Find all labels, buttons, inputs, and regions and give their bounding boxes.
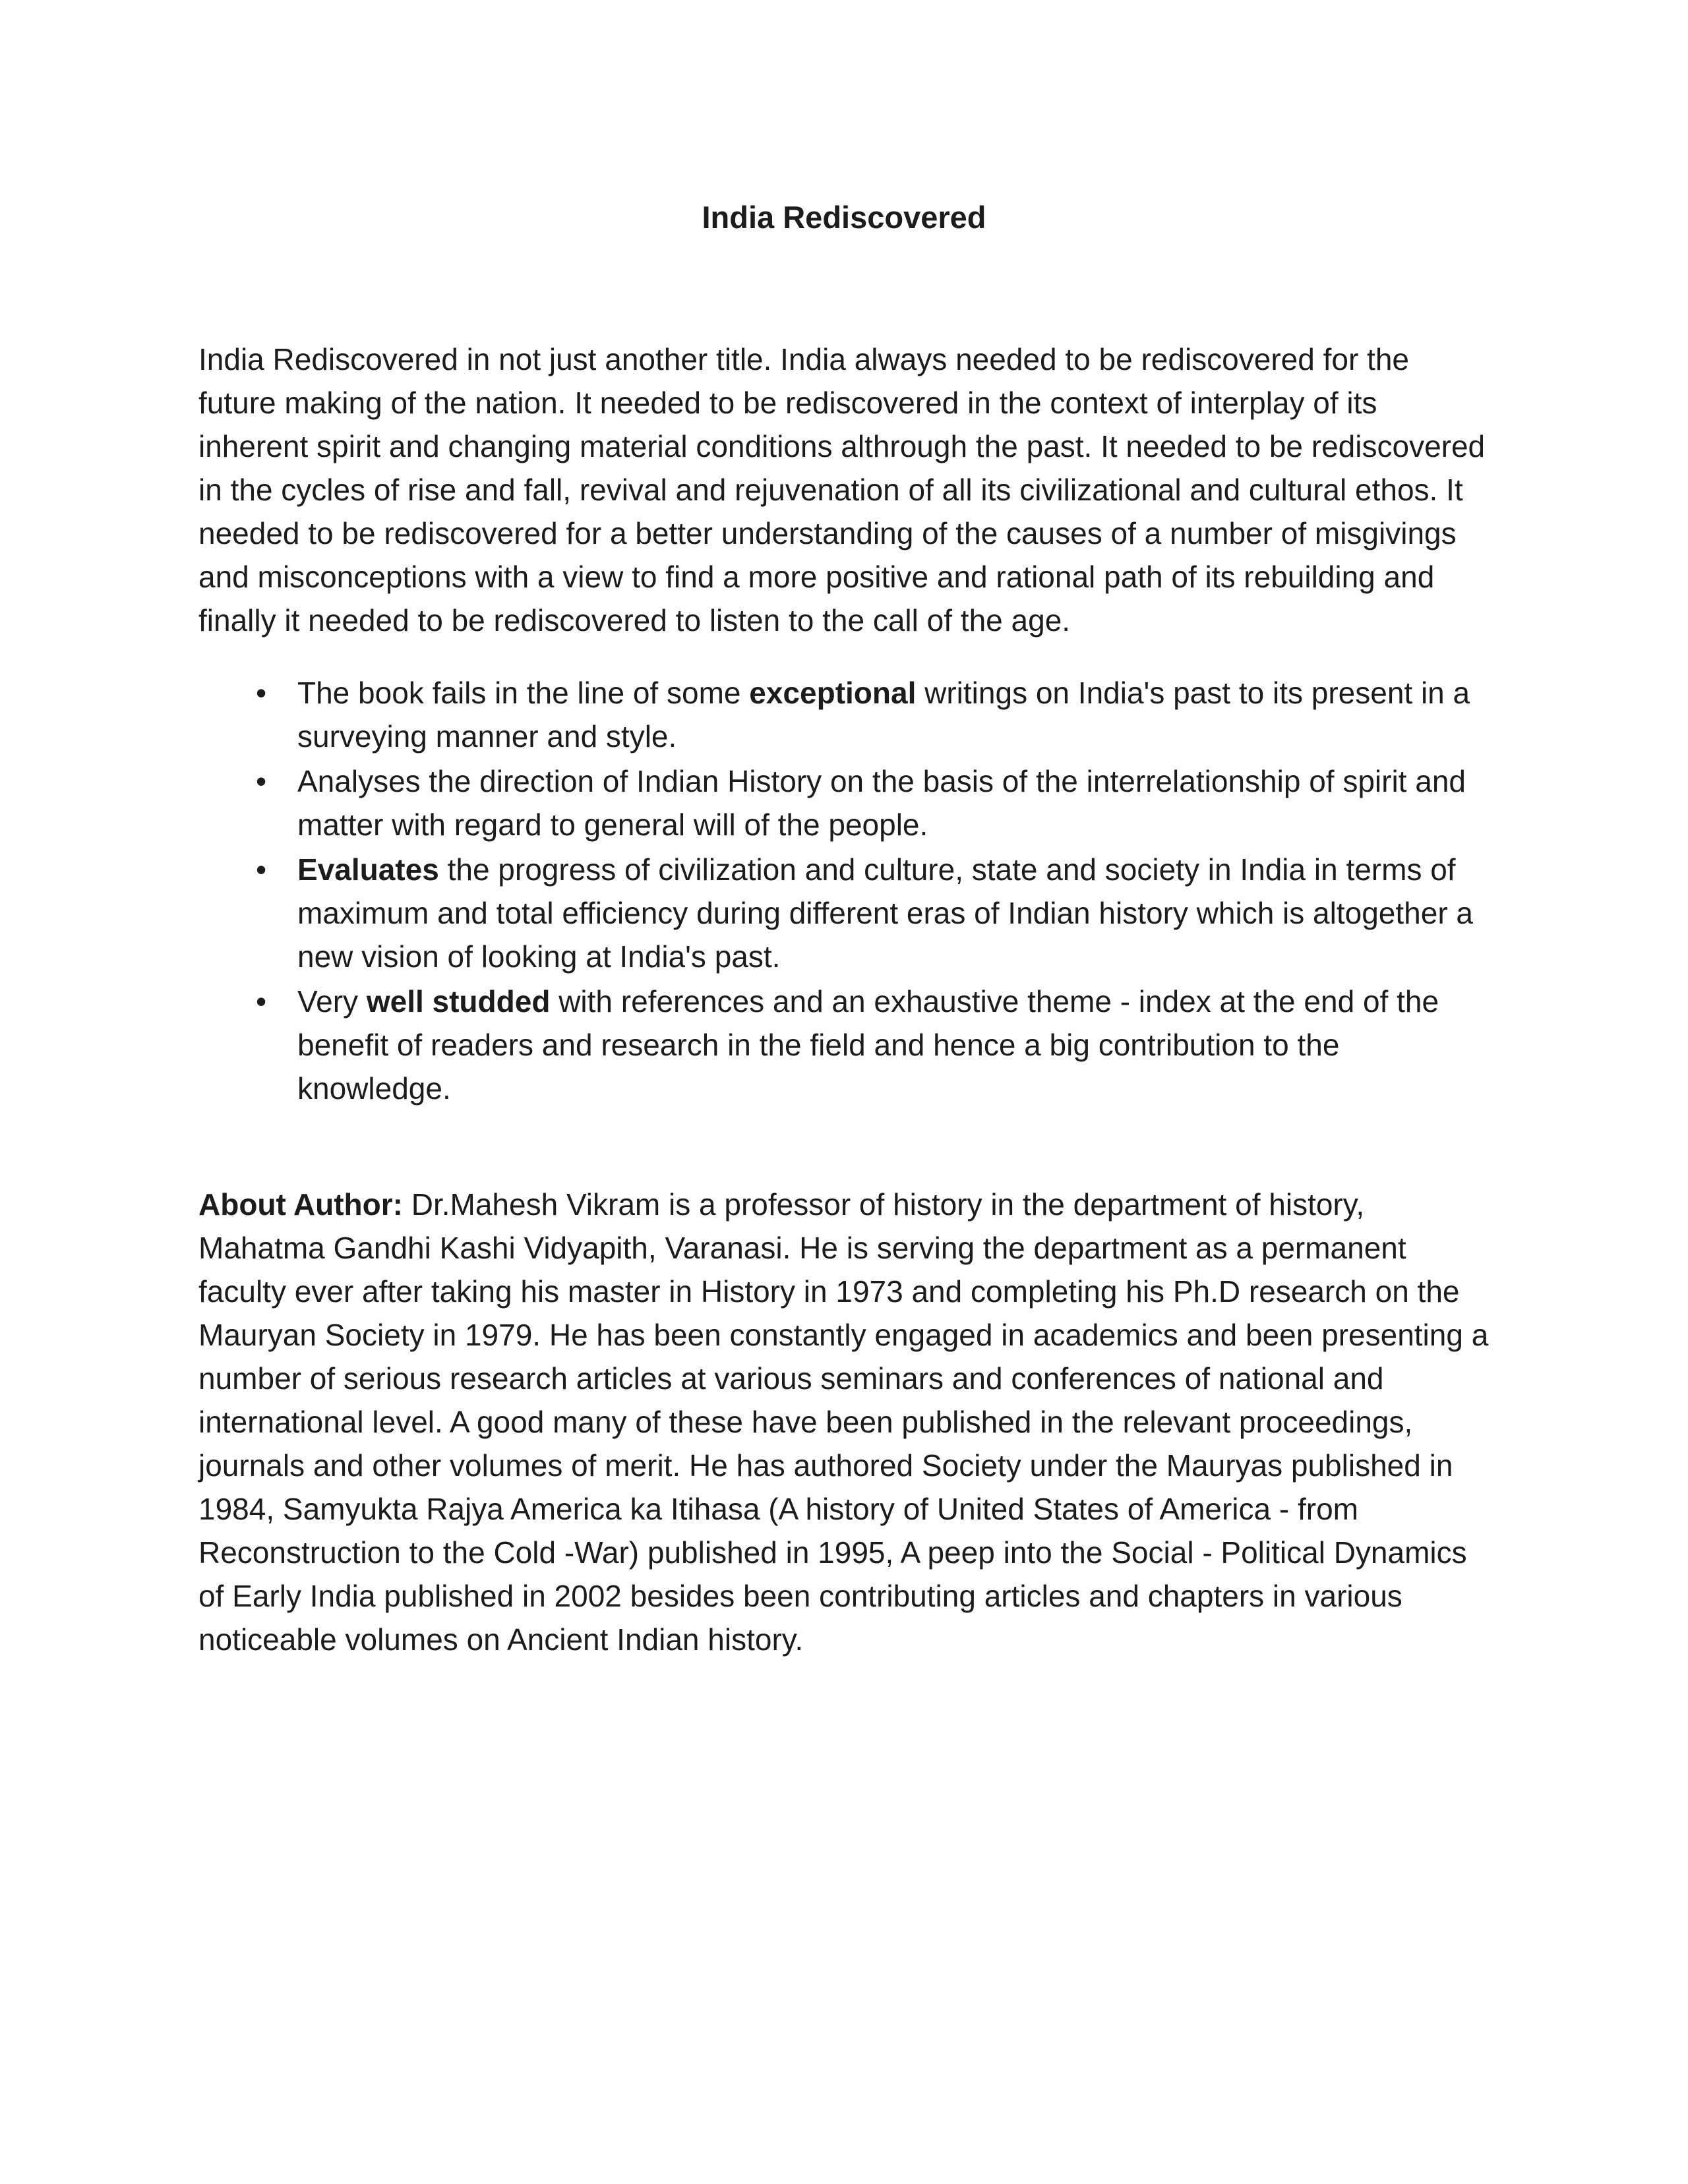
list-item (198, 848, 1491, 978)
list-item-text-bold: Evaluates (297, 852, 439, 887)
list-item (198, 671, 1491, 758)
document-body (198, 338, 1491, 1661)
list-item-text-post: the progress of civilization and culture, state and society in India in terms of maximum and total efficiency during different eras of Indian history which is altogether a new vision of looking at India's past. (297, 852, 1474, 974)
intro-paragraph: India Rediscovered in not just another title. India always needed to be rediscovered for the future making of the nation. It needed to be rediscovered in the context of interplay of its inherent spirit and changing material conditions althrough the past. It needed to be rediscovered in the cycles of rise and fall, revival and rejuvenation of all its civilizational and cultural ethos. It needed to be rediscovered for a better understanding of the causes of a number of misgivings and misconceptions with a view to find a more positive and rational path of its rebuilding and finally it needed to be rediscovered to listen to the call of the age. (198, 342, 1486, 637)
list-item-text-post: writings on India's past to its present in a surveying manner and style. (297, 676, 1470, 753)
list-item (198, 759, 1491, 846)
page-title: India Rediscovered (702, 200, 986, 235)
list-item-text-post: with references and an exhaustive theme - index at the end of the benefit of readers and research in the field and hence a big contribution to the knowledge. (297, 984, 1439, 1106)
bullet-icon: • (255, 984, 267, 1018)
feature-list (198, 671, 1491, 1110)
list-item-text-bold: well studded (366, 984, 551, 1018)
about-author-label: About Author: (198, 1187, 403, 1222)
list-item-text-post: Analyses the direction of Indian History on the basis of the interrelationship of spirit and matter with regard to general will of the people. (297, 764, 1466, 842)
list-item-text-bold: exceptional (749, 676, 917, 710)
bullet-icon: • (255, 676, 267, 710)
about-author-paragraph (198, 1183, 1491, 1661)
bullet-icon: • (255, 764, 267, 798)
list-item (198, 980, 1491, 1110)
list-item-text-pre: Very (297, 984, 367, 1018)
about-author-text: Dr.Mahesh Vikram is a professor of history in the department of history, Mahatma Gandhi Kashi Vidyapith, Varanasi. He is serving the department as a permanent faculty ever after taking his master in History in 1973 and completing his Ph.D research on the Mauryan Society in 1979. He has been constantly engaged in academics and been presenting a number of serious research articles at various seminars and conferences of national and international level. A good many of these have been published in the relevant proceedings, journals and other volumes of merit. He has authored Society under the Mauryas published in 1984, Samyukta Rajya America ka Itihasa (A history of United States of America - from Reconstruction to the Cold -War) published in 1995, A peep into the Social - Political Dynamics of Early India published in 2002 besides been contributing articles and chapters in various noticeable volumes on Ancient Indian history. (198, 1187, 1489, 1657)
bullet-icon: • (255, 852, 267, 887)
list-item-text-pre: The book fails in the line of some (297, 676, 750, 710)
